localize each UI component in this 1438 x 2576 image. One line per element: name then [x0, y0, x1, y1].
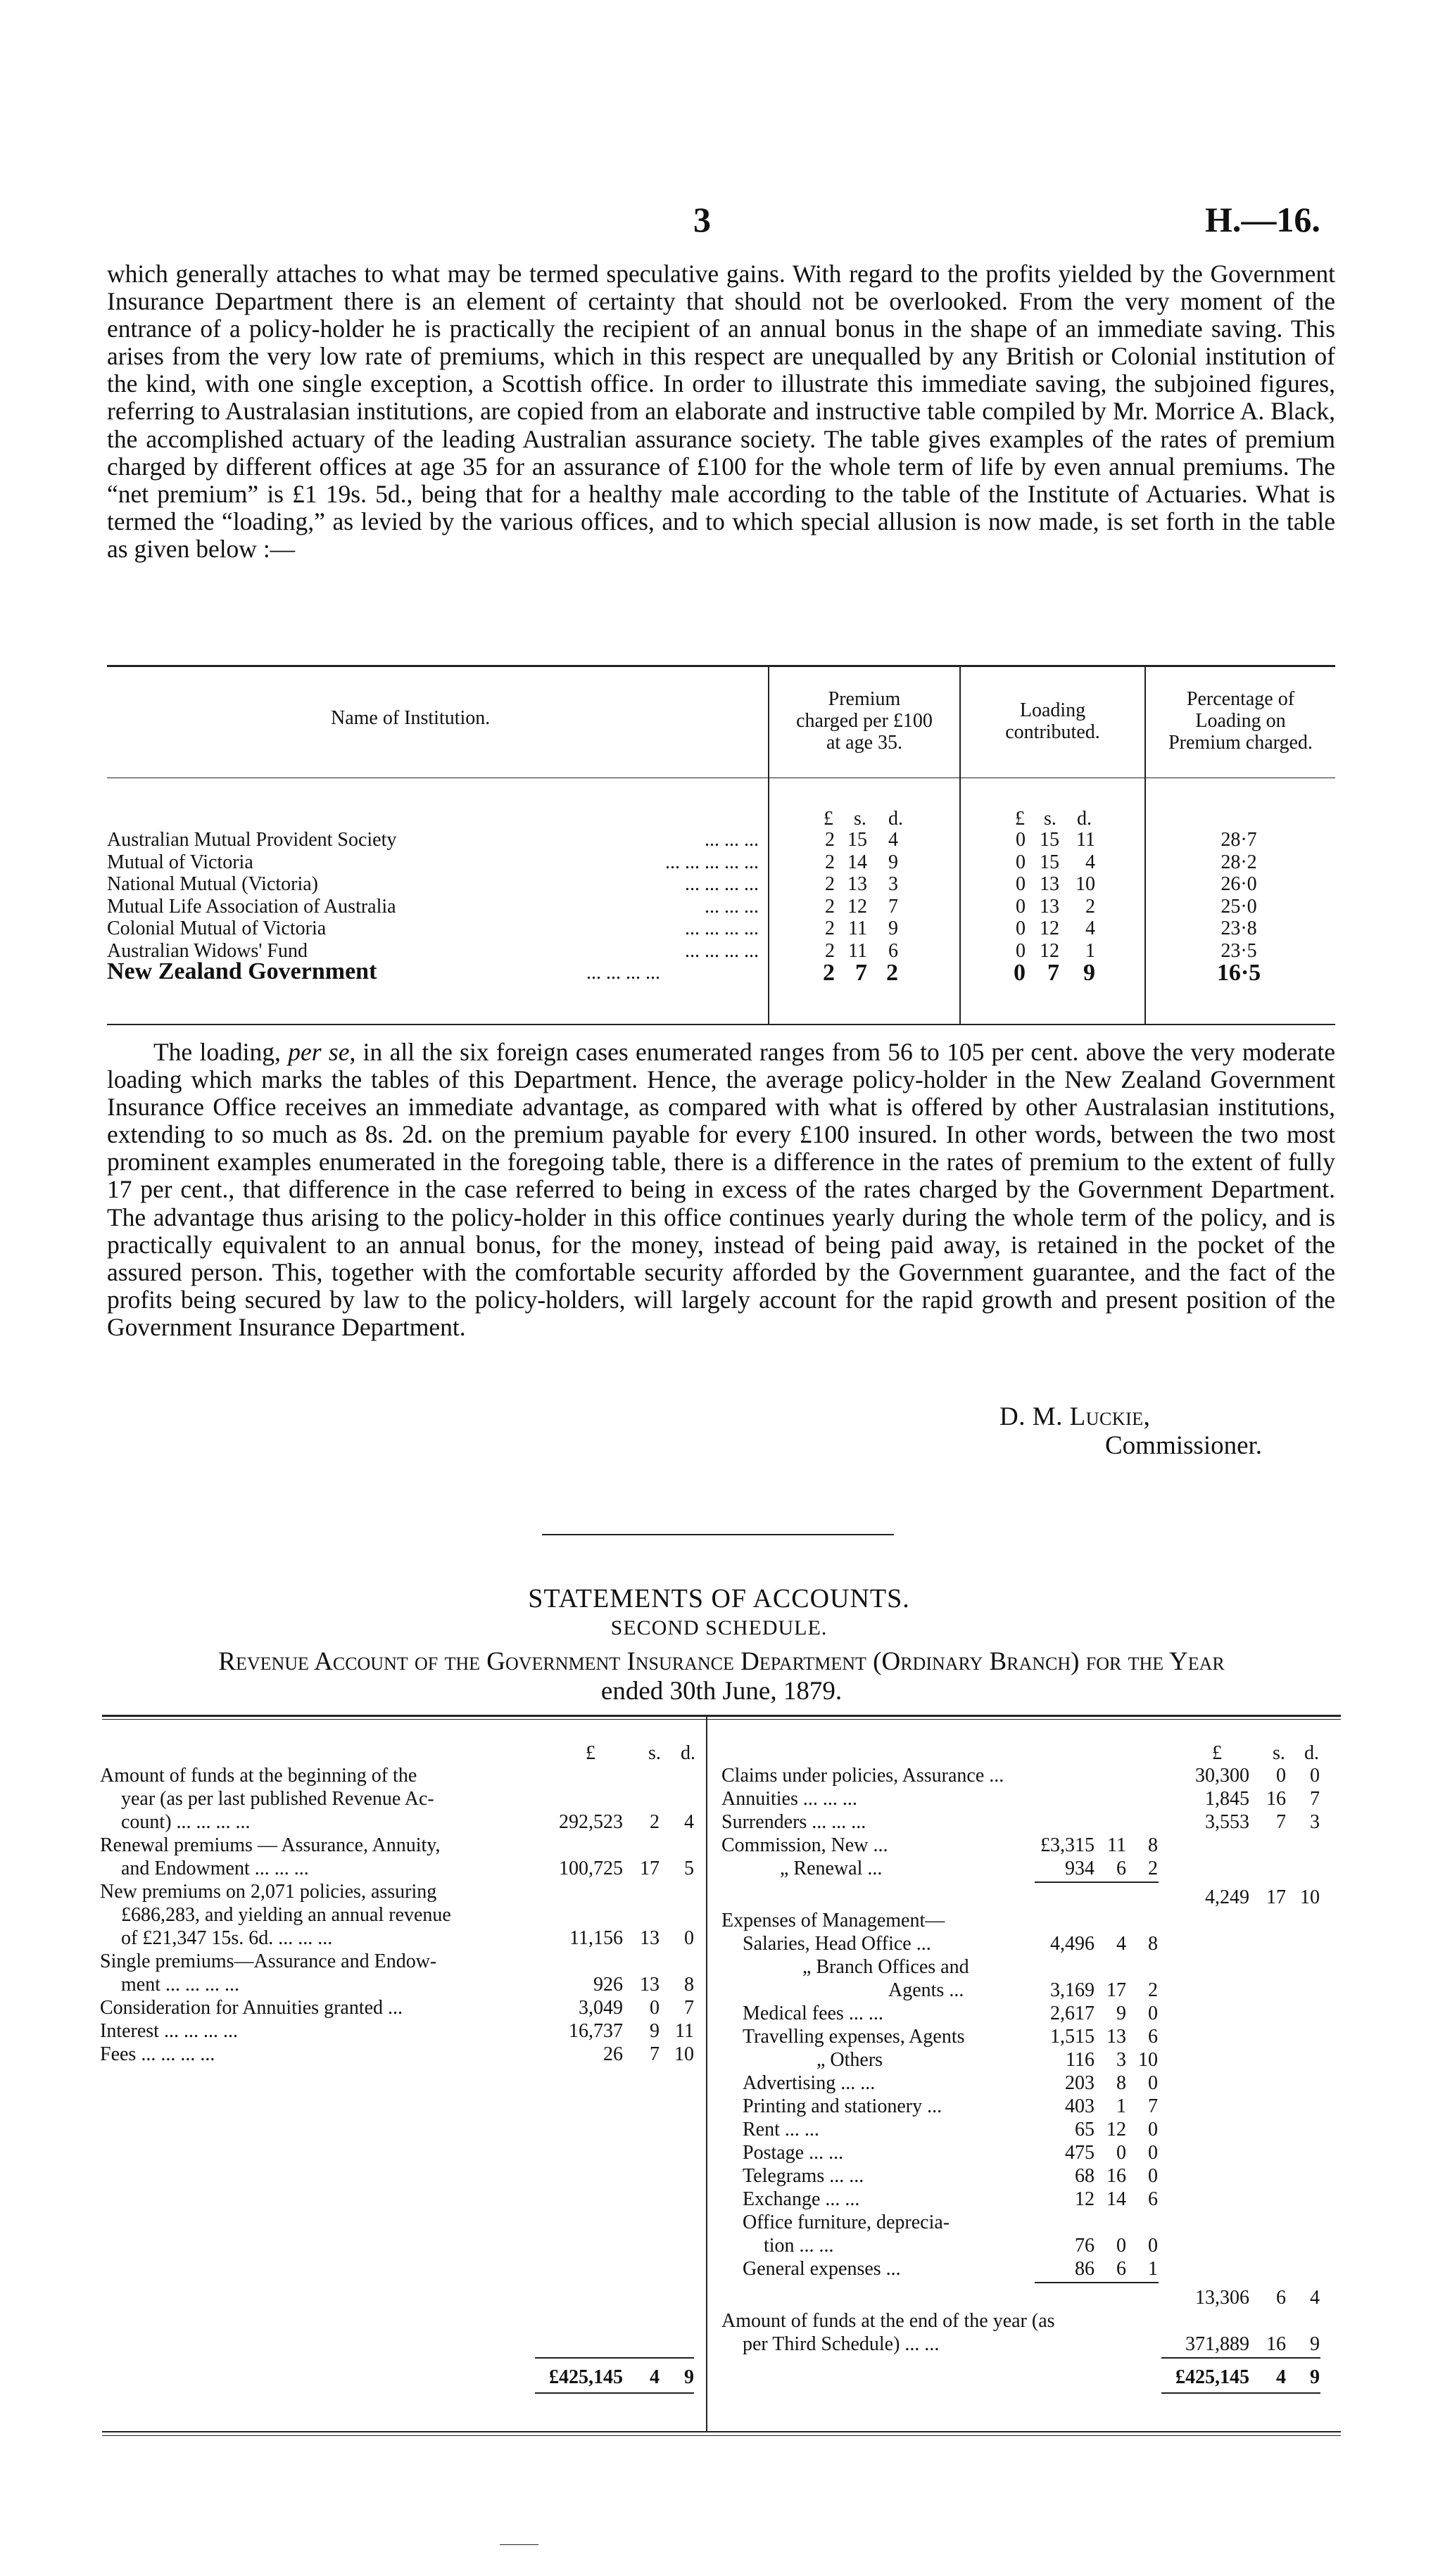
header-institution: Name of Institution.	[331, 707, 491, 729]
expense-line: „ Branch Offices and	[802, 1956, 969, 1978]
amount-pounds: 934	[1065, 1858, 1095, 1879]
loading-percentage: 23·8	[1221, 918, 1257, 939]
unit-d: d.	[1304, 1742, 1319, 1764]
amount-pounds: 403	[1065, 2095, 1095, 2117]
loading-shillings: 15	[1040, 829, 1059, 851]
amount-pounds: 3,169	[1050, 1979, 1095, 2001]
total-rule	[1161, 2357, 1320, 2359]
unit-s: s.	[1044, 808, 1057, 830]
amount-pounds: 4,496	[1050, 1933, 1095, 1955]
amount-pence: 0	[1148, 2119, 1158, 2140]
premium-shillings: 11	[848, 939, 867, 962]
annuities-label: Annuities ... ... ...	[721, 1788, 857, 1810]
amount-shillings: 1	[1116, 2095, 1126, 2117]
amount-pence: 10	[1300, 1886, 1320, 1908]
accounts-top-rule-thin	[102, 1719, 1341, 1720]
leader-dots: ... ... ... ...	[685, 939, 759, 962]
amount-pounds: 86	[1075, 2258, 1095, 2280]
amount-shillings: 16	[1266, 1788, 1286, 1810]
signatory-title: Commissioner.	[1105, 1431, 1263, 1460]
unit-l: £	[586, 1742, 595, 1764]
premium-pounds: 2	[825, 939, 835, 962]
left-total-pounds: £425,145	[549, 2366, 623, 2388]
account-line: year (as per last published Revenue Ac-	[121, 1788, 434, 1810]
amount-pence: 7	[1148, 2095, 1158, 2117]
amount-pounds: 100,725	[559, 1858, 623, 1879]
amount-pence: 8	[684, 1974, 694, 1996]
amount-shillings: 16	[1106, 2165, 1126, 2187]
unit-l: £	[1212, 1742, 1222, 1764]
amount-shillings: 14	[1106, 2188, 1126, 2210]
loading-percentage: 23·5	[1221, 939, 1257, 962]
amount-pence: 4	[684, 1811, 694, 1833]
expense-line: Medical fees ... ...	[743, 2003, 883, 2024]
table-bottom-rule	[107, 1024, 1335, 1025]
premium-shillings: 15	[847, 829, 867, 851]
amount-pence: 7	[1310, 1788, 1320, 1810]
premium-shillings: 11	[848, 918, 867, 939]
amount-shillings: 9	[1116, 2003, 1126, 2024]
unit-d: d.	[681, 1742, 695, 1764]
amount-pence: 6	[1148, 2188, 1158, 2210]
premium-pounds: 2	[823, 960, 835, 986]
institution-name: Australian Widows' Fund	[107, 939, 308, 962]
funds-end-line: per Third Schedule) ... ...	[743, 2333, 940, 2355]
loading-percentage: 25·0	[1221, 895, 1257, 918]
account-line: ment ... ... ... ...	[121, 1974, 239, 1996]
amount-pence: 11	[675, 2020, 694, 2042]
amount-pounds: 1,515	[1050, 2026, 1095, 2048]
unit-s: s.	[648, 1742, 661, 1764]
account-line: £686,283, and yielding an annual revenue	[121, 1904, 451, 1926]
amount-pence: 10	[1138, 2049, 1158, 2071]
amount-pence: 0	[684, 1927, 694, 1949]
amount-pounds: 3,049	[579, 1997, 623, 2019]
premium-pence: 9	[888, 851, 898, 873]
premium-pounds: 2	[825, 873, 835, 895]
loading-shillings: 12	[1040, 939, 1059, 962]
amount-shillings: 6	[1116, 2258, 1126, 2280]
account-line: Renewal premiums — Assurance, Annuity,	[100, 1834, 441, 1856]
left-total-pence: 9	[684, 2366, 694, 2388]
premium-pence: 9	[888, 918, 898, 939]
amount-shillings: 7	[1276, 1811, 1286, 1833]
premium-shillings: 13	[847, 873, 867, 895]
account-line: and Endowment ... ... ...	[121, 1858, 309, 1879]
amount-pence: 0	[1310, 1765, 1320, 1787]
expense-line: Rent ... ...	[743, 2119, 819, 2140]
loading-pounds: 0	[1016, 829, 1026, 851]
amount-pence: 4	[1310, 2287, 1320, 2309]
amount-pounds: 13,306	[1195, 2287, 1249, 2309]
premium-pence: 2	[886, 960, 898, 986]
amount-shillings: 0	[650, 1997, 660, 2019]
amount-pounds: 926	[593, 1974, 623, 1996]
amount-pounds: £3,315	[1040, 1834, 1095, 1856]
amount-pence: 2	[1148, 1979, 1158, 2001]
commission-new-label: Commission, New ...	[721, 1834, 888, 1856]
revenue-account-heading: Revenue Account of the Government Insurance Department (Ordinary Branch) for the Year ended 30th June, 1879.	[218, 1647, 1225, 1706]
expenses-rule	[1035, 2282, 1159, 2283]
document-code: H.—16.	[1205, 200, 1320, 239]
institution-name: Mutual Life Association of Australia	[107, 895, 396, 918]
amount-shillings: 6	[1116, 1858, 1126, 1879]
amount-pence: 9	[1310, 2333, 1320, 2355]
amount-pounds: 30,300	[1195, 1765, 1249, 1787]
loading-pounds: 0	[1016, 851, 1026, 873]
leader-dots: ... ... ... ... ...	[665, 851, 759, 873]
amount-pence: 7	[684, 1997, 694, 2019]
expense-line: Advertising ... ...	[743, 2072, 876, 2094]
premium-shillings: 7	[855, 960, 867, 986]
premium-pence: 3	[888, 873, 898, 895]
amount-pence: 0	[1148, 2165, 1158, 2187]
amount-shillings: 4	[1276, 2366, 1286, 2388]
amount-shillings: 7	[650, 2043, 660, 2065]
account-line: New premiums on 2,071 policies, assuring	[100, 1881, 437, 1903]
amount-pence: 0	[1148, 2235, 1158, 2257]
amount-pounds: 68	[1075, 2165, 1095, 2187]
account-line: Interest ... ... ... ...	[100, 2020, 238, 2042]
amount-shillings: 17	[640, 1858, 660, 1879]
loading-pounds: 0	[1016, 895, 1026, 918]
loading-pounds: 0	[1016, 918, 1026, 939]
amount-pence: 6	[1148, 2026, 1158, 2048]
loading-percentage: 16·5	[1216, 960, 1261, 986]
amount-shillings: 0	[1116, 2142, 1126, 2164]
loading-percentage: 28·2	[1221, 851, 1257, 873]
header-percentage: Percentage of Loading on Premium charged.	[1168, 688, 1313, 754]
amount-pounds: £425,145	[1175, 2366, 1249, 2388]
commission-renewal-label: „ Renewal ...	[780, 1858, 883, 1879]
expense-line: „ Others	[816, 2049, 883, 2071]
premium-pounds: 2	[825, 851, 835, 873]
amount-pence: 0	[1148, 2003, 1158, 2024]
expense-line: Telegrams ... ...	[743, 2165, 864, 2187]
unit-l: £	[1015, 808, 1025, 830]
amount-shillings: 3	[1116, 2049, 1126, 2071]
amount-pence: 9	[1310, 2366, 1320, 2388]
premium-pence: 6	[888, 939, 898, 962]
unit-d: d.	[888, 808, 903, 830]
header-premium: Premium charged per £100 at age 35.	[796, 688, 933, 754]
loading-pounds: 0	[1016, 939, 1026, 962]
expense-line: Travelling expenses, Agents	[743, 2026, 965, 2048]
loading-pence: 9	[1083, 960, 1095, 986]
amount-pounds: 11,156	[569, 1927, 623, 1949]
expenses-heading: Expenses of Management—	[721, 1910, 945, 1931]
accounts-bottom-rule	[102, 2431, 1341, 2432]
amount-shillings: 13	[640, 1927, 660, 1949]
expense-line: Salaries, Head Office ...	[743, 1933, 931, 1955]
signature	[999, 1402, 1262, 1460]
amount-pence: 5	[684, 1858, 694, 1879]
signatory-name: D. M. Luckie,	[999, 1402, 1151, 1431]
amount-pence: 1	[1148, 2258, 1158, 2280]
total-double-rule	[1161, 2392, 1320, 2394]
expense-line: Exchange ... ...	[743, 2188, 860, 2210]
amount-shillings: 0	[1116, 2235, 1126, 2257]
amount-pence: 10	[674, 2043, 694, 2065]
account-line: count) ... ... ... ...	[121, 1811, 251, 1833]
loading-percentage: 28·7	[1221, 829, 1257, 851]
amount-shillings: 0	[1276, 1765, 1286, 1787]
unit-s: s.	[854, 808, 866, 830]
leader-dots: ... ... ... ...	[685, 918, 759, 939]
leader-dots: ... ... ...	[705, 895, 759, 918]
premium-pounds: 2	[825, 918, 835, 939]
amount-shillings: 4	[1116, 1933, 1126, 1955]
statements-title: STATEMENTS OF ACCOUNTS.	[528, 1584, 910, 1613]
account-line: of £21,347 15s. 6d. ... ... ...	[121, 1927, 333, 1949]
header-loading: Loading contributed.	[1005, 699, 1100, 743]
amount-pounds: 292,523	[559, 1811, 623, 1833]
loading-paragraph: The loading, per se, in all the six foreign cases enumerated ranges from 56 to 105 per cent. above the very moderate loading which marks the tables of this Department. Hence, the average policy-holder in the New Zealand Government Insurance Office receives an immediate advantage, as compared with what is offered by other Australasian institutions, extending to so much as 8s. 2d. on the premium payable for every £100 insured. In other words, between the two most prominent examples enumerated in the foregoing table, there is a difference in the rates of premium to the extent of fully 17 per cent., that difference in the case referred to being in excess of the rates charged by the Government Department. The advantage thus arising to the policy-holder in this office continues yearly during the whole term of the policy, and is practically equivalent to an annual bonus, for the money, instead of being paid away, is retained in the pocket of the assured person. This, together with the comfortable security afforded by the Government guarantee, and the fact of the profits being secured by law to the policy-holders, will largely account for the rapid growth and present position of the Government Insurance Department.	[107, 1038, 1335, 1341]
amount-pence: 0	[1148, 2072, 1158, 2094]
amount-pounds: 12	[1075, 2188, 1095, 2210]
amount-pence: 8	[1148, 1834, 1158, 1856]
expense-line: tion ... ...	[764, 2235, 834, 2257]
institution-name: National Mutual (Victoria)	[107, 873, 319, 895]
accounts-top-rule	[102, 1715, 1341, 1717]
amount-pence: 8	[1148, 1933, 1158, 1955]
premium-pounds: 2	[825, 895, 835, 918]
loading-pence: 4	[1085, 851, 1095, 873]
amount-shillings: 12	[1106, 2119, 1126, 2140]
amount-shillings: 16	[1266, 2333, 1286, 2355]
premium-pounds: 2	[825, 829, 835, 851]
expense-line: Printing and stationery ...	[743, 2095, 942, 2117]
loading-pence: 2	[1085, 895, 1095, 918]
amount-shillings: 11	[1107, 1834, 1126, 1856]
institution-name: Australian Mutual Provident Society	[107, 829, 397, 851]
amount-pence: 0	[1148, 2142, 1158, 2164]
amount-shillings: 8	[1116, 2072, 1126, 2094]
intro-paragraph: which generally attaches to what may be termed speculative gains. With regard to the profits yielded by the Government Insurance Department there is an element of certainty that should not be overlooked. From the very moment of the entrance of a policy-holder he is practically the recipient of an annual bonus in the shape of an immediate saving. This arises from the very low rate of premiums, which in this respect are unequalled by any British or Colonial institution of the kind, with one single exception, a Scottish office. In order to illustrate this immediate saving, the subjoined figures, referring to Australasian institutions, are copied from an elaborate and instructive table compiled by Mr. Morrice A. Black, the accomplished actuary of the leading Australian assurance society. The table gives examples of the rates of premium charged by different offices at age 35 for an assurance of £100 for the whole term of life by even annual premiums. The “net premium” is £1 19s. 5d., being that for a healthy male according to the table of the Institute of Actuaries. What is termed the “loading,” as levied by the various offices, and to which special allusion is now made, is set forth in the table as given below :—	[107, 260, 1335, 563]
surrenders-label: Surrenders ... ... ...	[721, 1811, 866, 1833]
expense-line: General expenses ...	[743, 2258, 901, 2280]
premium-shillings: 12	[847, 895, 867, 918]
subtotal-rule	[1035, 1882, 1159, 1883]
amount-shillings: 9	[650, 2020, 660, 2042]
amount-pounds: 371,889	[1185, 2333, 1249, 2355]
expense-line: Postage ... ...	[743, 2142, 844, 2164]
loading-pence: 1	[1085, 939, 1095, 962]
amount-shillings: 13	[640, 1974, 660, 1996]
amount-pounds: 116	[1066, 2049, 1095, 2071]
amount-shillings: 2	[650, 1811, 660, 1833]
unit-d: d.	[1077, 808, 1092, 830]
account-line: Amount of funds at the beginning of the	[100, 1765, 417, 1787]
institution-name: New Zealand Government	[107, 958, 377, 984]
loading-shillings: 12	[1040, 918, 1059, 939]
amount-shillings: 13	[1106, 2026, 1126, 2048]
amount-pounds: 4,249	[1205, 1886, 1249, 1908]
account-line: Single premiums—Assurance and Endow-	[100, 1950, 437, 1972]
section-divider	[542, 1534, 894, 1535]
expense-line: Agents ...	[888, 1979, 964, 2001]
left-total-shillings: 4	[650, 2366, 660, 2388]
amount-pounds: 76	[1075, 2235, 1095, 2257]
schedule-title: SECOND SCHEDULE.	[610, 1616, 828, 1639]
amount-shillings: 17	[1266, 1886, 1286, 1908]
premium-pence: 4	[888, 829, 898, 851]
leader-dots: ... ... ... ...	[685, 873, 759, 895]
premium-pence: 7	[888, 895, 898, 918]
loading-shillings: 15	[1040, 851, 1059, 873]
loading-pence: 4	[1085, 918, 1095, 939]
amount-pounds: 203	[1065, 2072, 1095, 2094]
amount-shillings: 6	[1276, 2287, 1286, 2309]
amount-pounds: 26	[603, 2043, 623, 2065]
loading-percentage: 26·0	[1221, 873, 1257, 895]
total-rule	[535, 2357, 694, 2359]
loading-pounds: 0	[1016, 873, 1026, 895]
amount-pounds: 2,617	[1050, 2003, 1095, 2024]
amount-pence: 3	[1310, 1811, 1320, 1833]
loading-pence: 10	[1076, 873, 1095, 895]
amount-pounds: 1,845	[1205, 1788, 1249, 1810]
page-number: 3	[693, 200, 711, 239]
amount-pounds: 3,553	[1205, 1811, 1249, 1833]
loading-shillings: 7	[1047, 960, 1059, 986]
footer-mark	[500, 2544, 538, 2545]
amount-pence: 2	[1148, 1858, 1158, 1879]
accounts-bottom-rule-thin	[102, 2435, 1341, 2436]
total-double-rule	[535, 2392, 694, 2394]
loading-pounds: 0	[1014, 960, 1026, 986]
institution-name: Mutual of Victoria	[107, 851, 253, 873]
funds-end-line: Amount of funds at the end of the year (as	[721, 2310, 1055, 2332]
amount-pounds: 475	[1065, 2142, 1095, 2164]
amount-pounds: 16,737	[569, 2020, 623, 2042]
loading-pence: 11	[1076, 829, 1095, 851]
table-top-rule	[107, 665, 1335, 667]
amount-pounds: 65	[1075, 2119, 1095, 2140]
account-line: Consideration for Annuities granted ...	[100, 1997, 403, 2019]
leader-dots: ... ... ...	[705, 829, 759, 851]
leader-dots: ... ... ... ...	[586, 962, 660, 984]
claims-label: Claims under policies, Assurance ...	[721, 1765, 1004, 1787]
accounts-center-divider	[706, 1717, 707, 2432]
unit-s: s.	[1273, 1742, 1285, 1764]
account-line: Fees ... ... ... ...	[100, 2043, 215, 2065]
loading-shillings: 13	[1040, 895, 1059, 918]
institution-name: Colonial Mutual of Victoria	[107, 918, 327, 939]
expense-line: Office furniture, deprecia-	[743, 2212, 950, 2233]
loading-shillings: 13	[1040, 873, 1059, 895]
unit-l: £	[824, 808, 833, 830]
premium-shillings: 14	[847, 851, 867, 873]
amount-shillings: 17	[1106, 1979, 1126, 2001]
